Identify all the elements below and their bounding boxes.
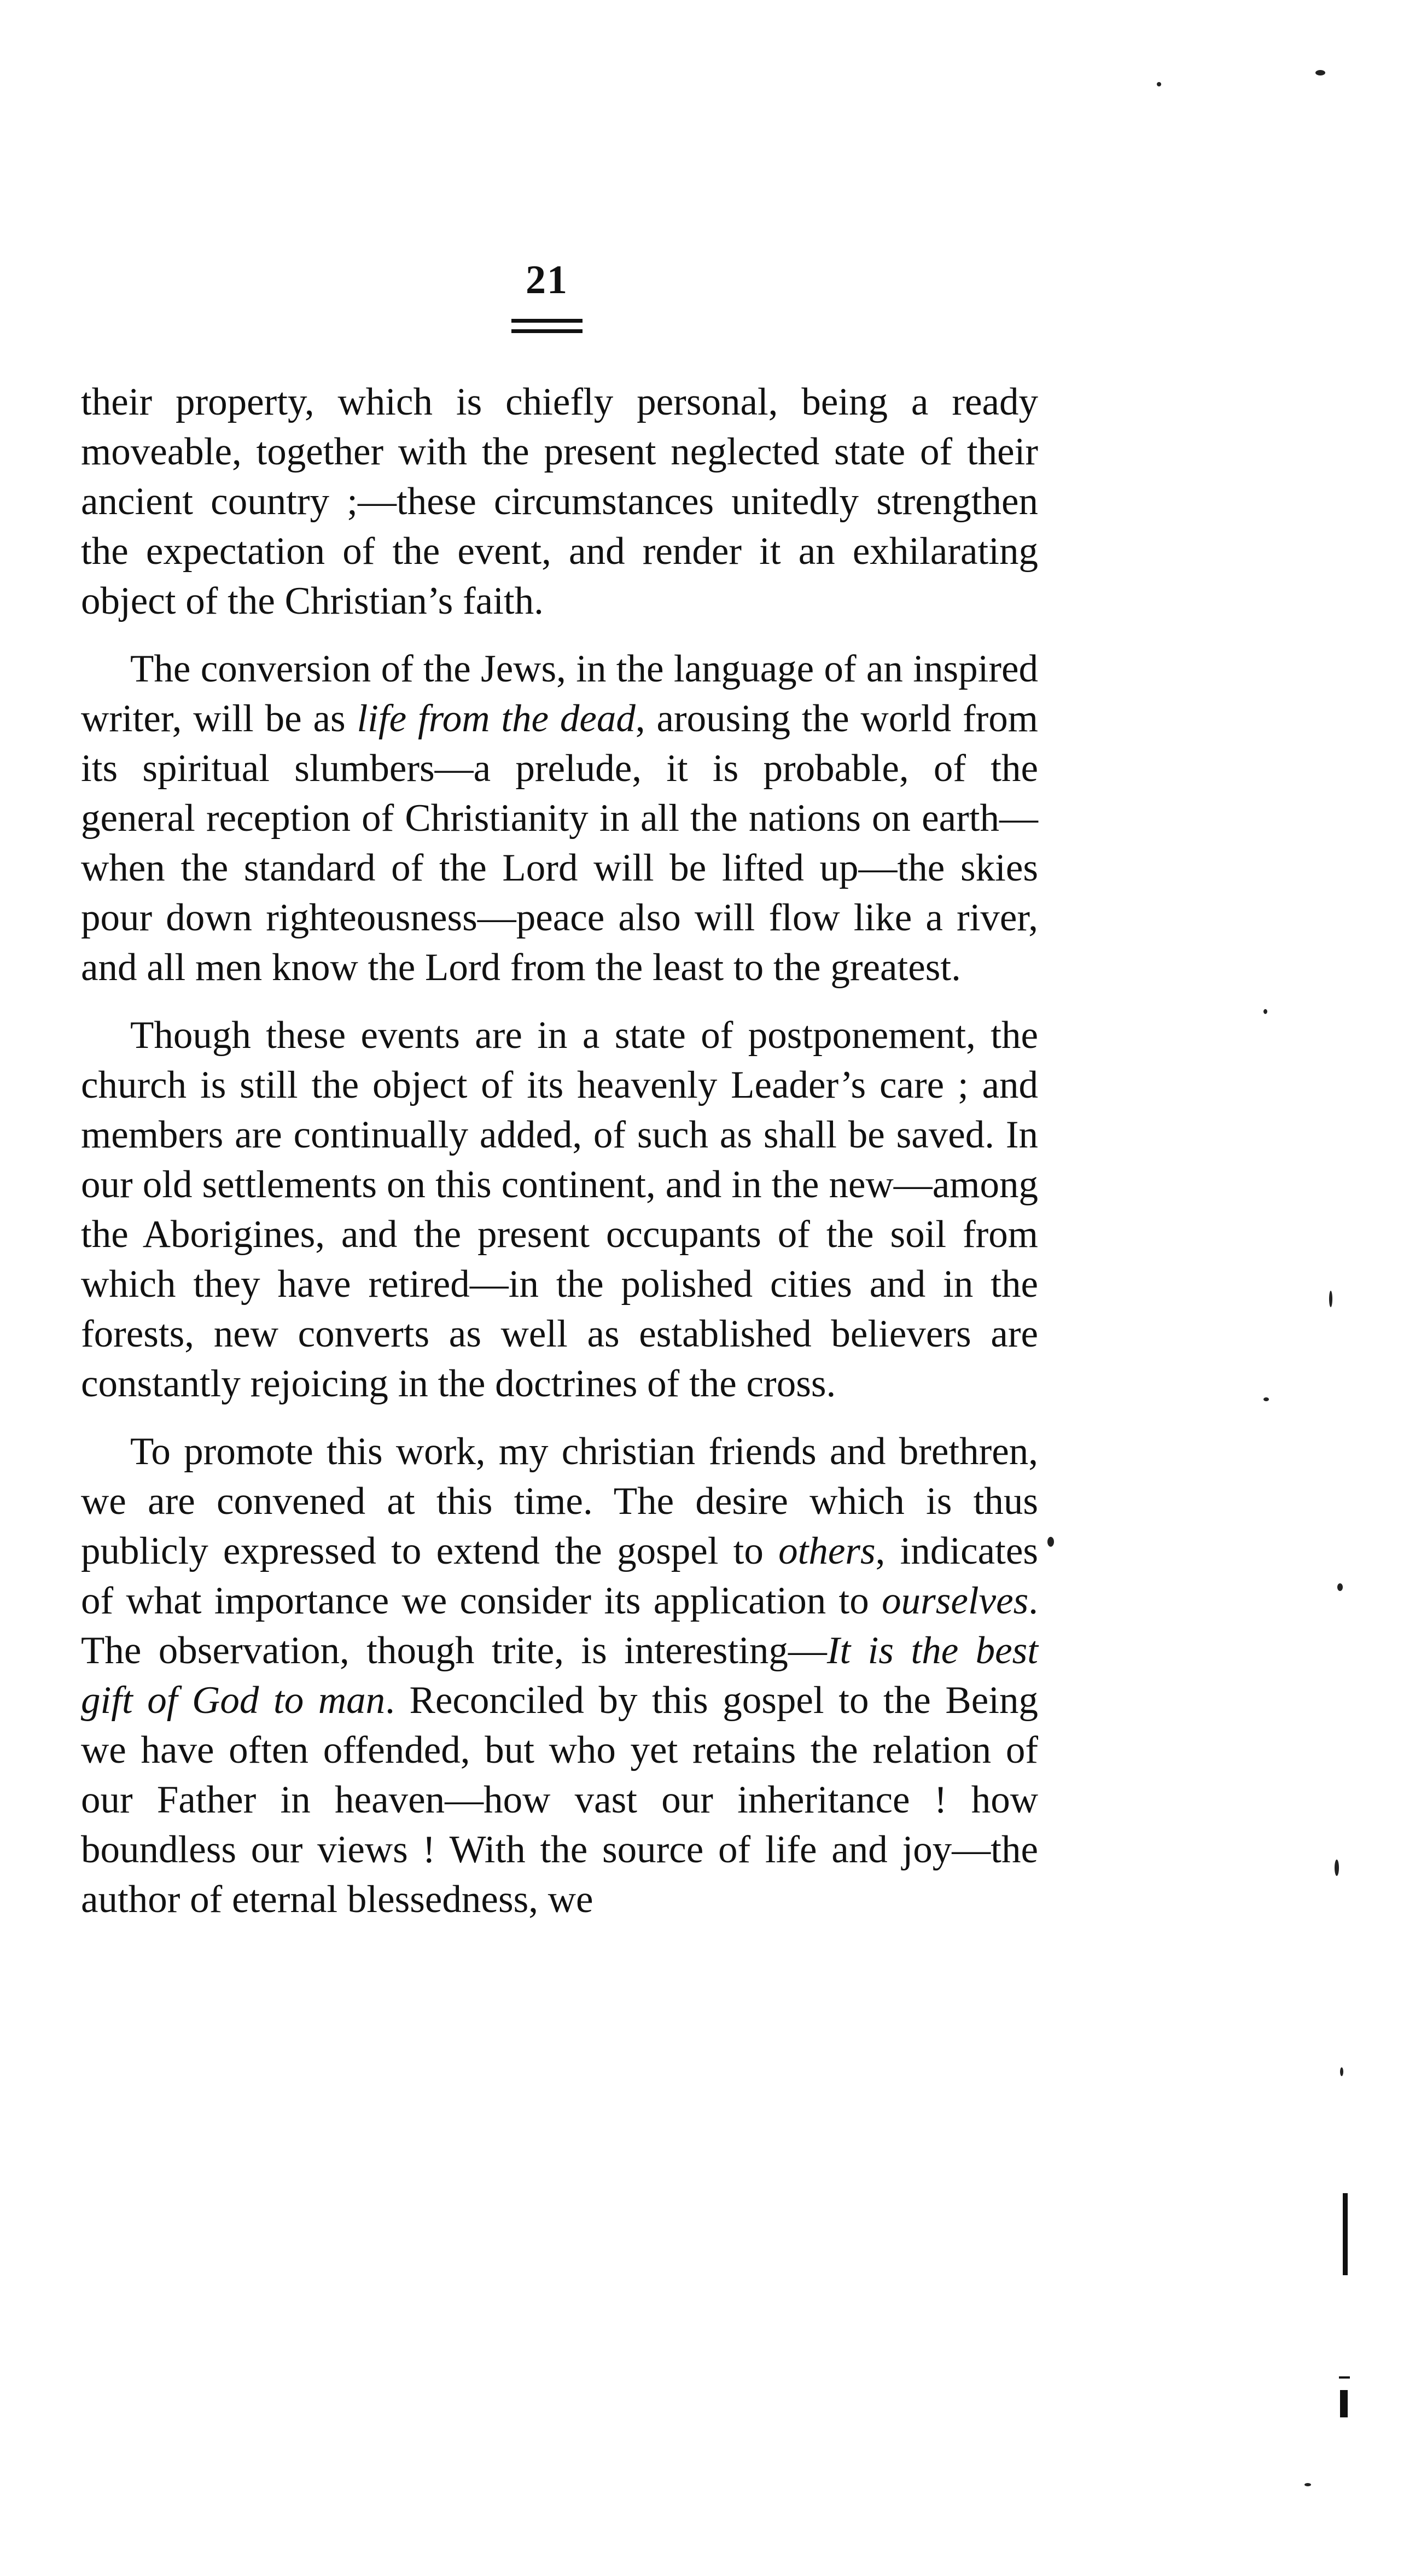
paragraph <box>81 644 1038 993</box>
text-run: The conversion of the Jews, in the language of an inspired writer, will be as <box>81 648 1038 740</box>
text-run: , indicates of what importance we consider its application to <box>81 1530 1038 1622</box>
scan-speck <box>1157 82 1161 86</box>
text-run: , arousing the world from its spiritual slumbers—a prelude, it is probable, of the general reception of Christianity in all the nations on earth—when the standard of the Lord will be lifted up—the skies pour down righteousness—peace also will flow like a river, and all men know the Lord from the least to the greatest. <box>81 697 1038 989</box>
text-run: . The observation, though trite, is interesting— <box>81 1580 1038 1672</box>
scan-speck <box>1335 1860 1339 1876</box>
body-text <box>81 377 1038 1943</box>
scan-speck <box>1329 1291 1332 1307</box>
italic-phrase: life from the dead <box>357 697 636 740</box>
text-run: . Reconciled by this gospel to the Being we have often offended, but who yet retains the relation of our Father in heaven—how vast our inheritance ! how boundless our views ! With the source of life and joy—the author of eternal blessedness, we <box>81 1679 1039 1921</box>
text-run: To promote this work, my christian friends and brethren, we are convened at this time. The desire which is thus publicly expressed to extend the gospel to <box>81 1430 1038 1572</box>
scan-speck <box>1340 2067 1343 2076</box>
scan-mark-bar <box>1340 2390 1348 2417</box>
paragraph <box>81 1011 1038 1409</box>
page-number: 21 <box>526 258 568 302</box>
scan-speck <box>1315 70 1325 75</box>
text-run: their property, which is chiefly personal, being a ready moveable, together with the present neglected state of their ancient country ;—these circumstances unitedly strengthen the expectation of the event, and render it an exhilarating object of the Christian’s faith. <box>81 381 1038 622</box>
scan-mark-bar <box>1339 2376 1350 2379</box>
italic-phrase: ourselves <box>882 1580 1029 1622</box>
paragraph <box>81 1427 1038 1925</box>
italic-phrase: others <box>778 1530 876 1572</box>
scan-speck <box>1047 1537 1054 1547</box>
scan-speck <box>1304 2483 1311 2486</box>
page-number-rule-top <box>511 319 583 323</box>
scan-speck <box>1263 1397 1269 1401</box>
scan-speck <box>1337 1583 1343 1591</box>
page-number-rule-bottom <box>511 329 583 333</box>
paragraph <box>81 377 1038 626</box>
scan-mark-bar <box>1343 2193 1348 2275</box>
scan-speck <box>1263 1009 1267 1014</box>
italic-phrase: It is the best gift of God to man <box>81 1629 1038 1722</box>
text-run: Though these events are in a state of postponement, the church is still the object of its heavenly Leader’s care ; and members are continually added, of such as shall be saved. In our old settlements on this continent, and in the new—among the Aborigines, and the present occupants of the soil from which they have retired—in the polished cities and in the forests, new converts as well as established believers are constantly rejoicing in the doctrines of the cross. <box>81 1014 1038 1405</box>
